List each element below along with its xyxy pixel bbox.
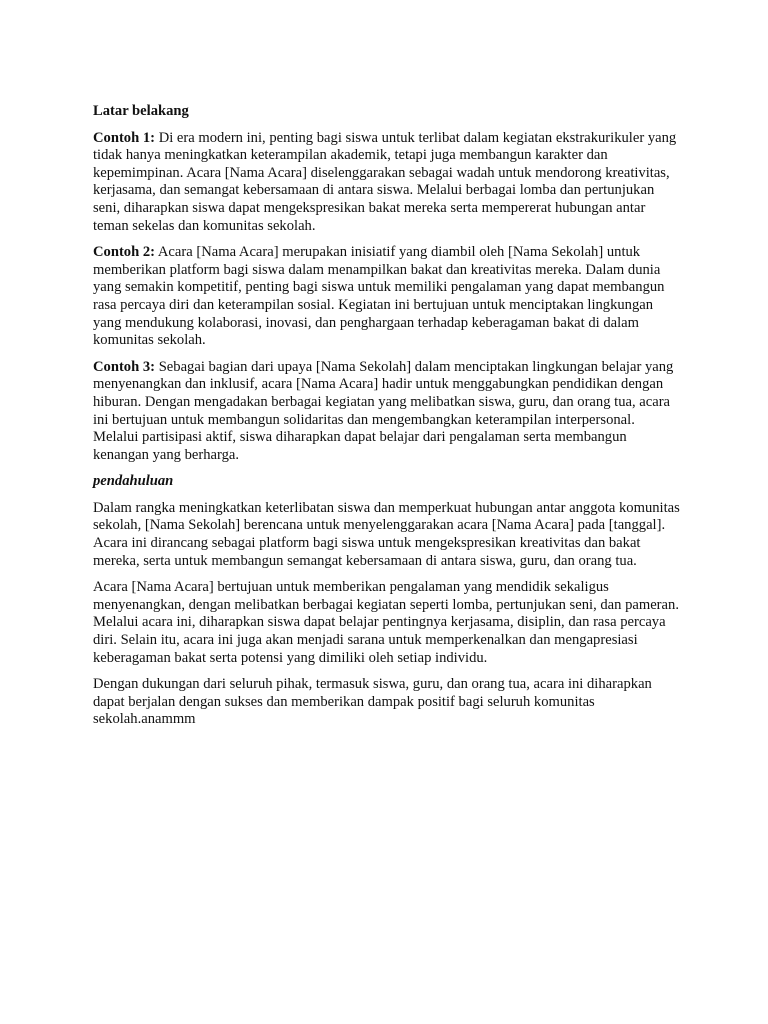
example-text: Di era modern ini, penting bagi siswa untuk terlibat dalam kegiatan ekstrakurikuler yang tidak hanya meningkatkan keterampilan akademik, tetapi juga membangun karakter dan kepemimpinan. Acara [Nama Acara] diselenggarakan sebagai wadah untuk mendorong kreativitas, kerjasama, dan semangat kebersamaan di antara siswa. Melalui berbagai lomba dan pertunjukan seni, diharapkan siswa dapat mengekspresikan bakat mereka serta mempererat hubungan antar teman sekelas dan komunitas sekolah. bbox=[93, 129, 677, 234]
example-paragraph-2 bbox=[93, 244, 683, 350]
body-paragraph-2: Acara [Nama Acara] bertujuan untuk memberikan pengalaman yang mendidik sekaligus menyenangkan, dengan melibatkan berbagai kegiatan seperti lomba, pertunjukan seni, dan pameran. Melalui acara ini, diharapkan siswa dapat belajar pentingnya kerjasama, disiplin, dan rasa percaya diri. Selain itu, acara ini juga akan menjadi sarana untuk memperkenalkan dan mengapresiasi keberagaman bakat serta potensi yang dimiliki oleh setiap individu. bbox=[93, 579, 679, 666]
example-paragraph-3 bbox=[93, 359, 683, 465]
body-paragraph-1: Dalam rangka meningkatkan keterlibatan siswa dan memperkuat hubungan antar anggota komunitas sekolah, [Nama Sekolah] berencana untuk menyelenggarakan acara [Nama Acara] pada [tanggal]. Acara ini dirancang sebagai platform bagi siswa untuk mengekspresikan kreativitas dan bakat mereka, serta untuk membangun semangat kebersamaan di antara siswa, guru, dan orang tua. bbox=[93, 499, 680, 569]
section-heading-pendahuluan: pendahuluan bbox=[93, 473, 174, 490]
example-label: Contoh 1: bbox=[93, 129, 156, 146]
example-label: Contoh 3: bbox=[93, 358, 156, 375]
document-page bbox=[93, 103, 683, 738]
example-text: Sebagai bagian dari upaya [Nama Sekolah] dalam menciptakan lingkungan belajar yang menyenangkan dan inklusif, acara [Nama Acara] hadir untuk menggabungkan pendidikan dengan hiburan. Dengan mengadakan berbagai kegiatan yang melibatkan siswa, guru, dan orang tua, acara ini bertujuan untuk membangun solidaritas dan mengembangkan keterampilan interpersonal. Melalui partisipasi aktif, siswa diharapkan dapat belajar dari pengalaman serta membangun kenangan yang berharga. bbox=[93, 358, 674, 463]
example-label: Contoh 2: bbox=[93, 244, 156, 261]
body-paragraph-3: Dengan dukungan dari seluruh pihak, termasuk siswa, guru, dan orang tua, acara ini diharapkan dapat berjalan dengan sukses dan memberikan dampak positif bagi seluruh komunitas sekolah.anammm bbox=[93, 676, 652, 728]
section-heading-latar-belakang: Latar belakang bbox=[93, 103, 189, 119]
example-paragraph-1 bbox=[93, 130, 683, 236]
example-text: Acara [Nama Acara] merupakan inisiatif yang diambil oleh [Nama Sekolah] untuk memberikan platform bagi siswa dalam menampilkan bakat dan kreativitas mereka. Dalam dunia yang semakin kompetitif, penting bagi siswa untuk memiliki pengalaman yang dapat membangun rasa percaya diri dan keterampilan sosial. Kegiatan ini bertujuan untuk menciptakan lingkungan yang mendukung kolaborasi, inovasi, dan penghargaan terhadap keberagaman bakat di dalam komunitas sekolah. bbox=[93, 244, 665, 349]
